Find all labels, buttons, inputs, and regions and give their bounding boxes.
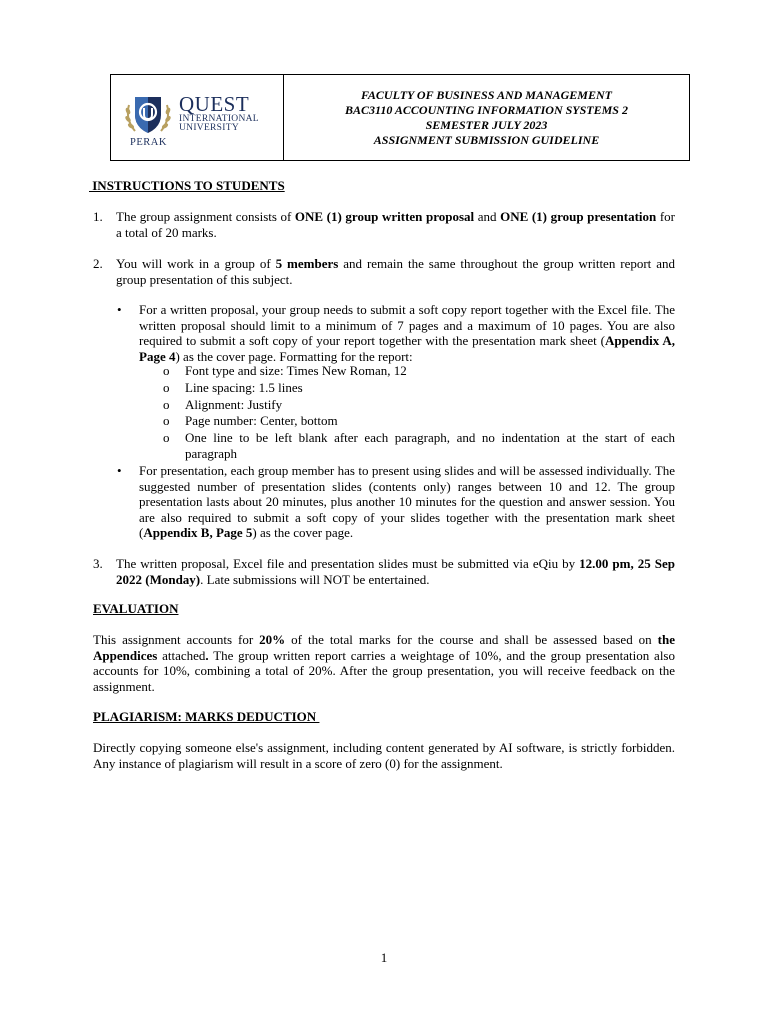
item-3-text-a: The written proposal, Excel file and presentation slides must be submitted via eQiu by <box>116 556 580 571</box>
guideline-title: ASSIGNMENT SUBMISSION GUIDELINE <box>373 132 600 147</box>
evaluation-heading: EVALUATION <box>93 601 179 616</box>
bullet-1-bold: Appendix A, Page 4 <box>139 333 675 364</box>
item-3-bold: 12.00 pm, 25 Sep 2022 (Monday) <box>116 556 675 587</box>
page-number: 1 <box>380 950 388 965</box>
bullet-2-text <box>139 463 675 541</box>
plagiarism-heading: PLAGIARISM: MARKS DEDUCTION <box>93 709 320 724</box>
item-1-text-b: and <box>474 209 501 224</box>
item-2-text-a: You will work in a group of <box>116 256 276 271</box>
semester-title: SEMESTER JULY 2023 <box>425 117 548 132</box>
logo-campus: PERAK <box>130 137 167 148</box>
logo-sub-line-2: UNIVERSITY <box>179 123 239 133</box>
evaluation-bold-b: the Appendices <box>93 632 676 663</box>
university-crest-icon <box>123 91 173 139</box>
course-title: BAC3110 ACCOUNTING INFORMATION SYSTEMS 2 <box>345 102 628 117</box>
sub-item-4: Page number: Center, bottom <box>185 413 338 428</box>
item-3-number: 3. <box>93 556 103 571</box>
item-2-bold-a: 5 members <box>275 256 339 271</box>
item-1-text-a: The group assignment consists of <box>116 209 295 224</box>
instructions-heading: INSTRUCTIONS TO STUDENTS <box>89 178 285 193</box>
sub-item-1-symbol: o <box>163 363 170 378</box>
item-3-text <box>116 556 675 587</box>
item-1-number: 1. <box>93 209 103 224</box>
sub-item-3: Alignment: Justify <box>185 397 283 412</box>
logo-subtitle <box>179 115 259 133</box>
evaluation-text-c: attached <box>157 647 206 663</box>
evaluation-text-a: This assignment accounts for <box>93 632 260 647</box>
evaluation-text-d: The group written report carries a weightage of 10%, and the group presentation also accounts for 10%, combining a total of 20%. After the group presentation, you will receive feedback on the assignment. <box>93 647 675 694</box>
item-2-text-b: and remain the same throughout the group written report and group presentation of this subject. <box>116 256 675 287</box>
bullet-1-symbol: • <box>117 302 122 317</box>
bullet-2-bold: Appendix B, Page 5 <box>143 525 253 540</box>
item-3-text-b: . Late submissions will NOT be entertained. <box>200 571 430 587</box>
logo-sub-line-1: INTERNATIONAL <box>179 114 259 124</box>
faculty-title: FACULTY OF BUSINESS AND MANAGEMENT <box>361 87 612 102</box>
bullet-2-text-b: ) as the cover page. <box>252 525 354 540</box>
item-1-text-c: for a total of 20 marks. <box>116 209 675 240</box>
bullet-2-text-a: For presentation, each group member has to present using slides and will be assessed individually. The suggested number of presentation slides (contents only) ranges between 10 and 12. The group presentation lasts about 20 minutes, plus another 10 minutes for the question and answer session. You are also required to submit a soft copy of your slides together with the presentation mark sheet ( <box>139 463 675 540</box>
sub-item-5-symbol: o <box>163 430 170 445</box>
item-1-text <box>116 209 675 240</box>
bullet-2-symbol: • <box>117 463 122 478</box>
sub-item-1: Font type and size: Times New Roman, 12 <box>185 363 407 378</box>
sub-item-3-symbol: o <box>163 397 170 412</box>
header-table <box>110 74 690 161</box>
bullet-1-text <box>139 302 675 364</box>
plagiarism-text: Directly copying someone else's assignment, including content generated by AI software, is strictly forbidden. Any instance of plagiarism will result in a score of zero (0) for the assignment. <box>93 740 675 771</box>
logo-cell <box>111 75 284 160</box>
item-2-text <box>116 256 675 287</box>
logo-wordmark: QUEST <box>179 92 250 116</box>
item-1-bold-b: ONE (1) group presentation <box>500 209 657 224</box>
evaluation-text-b: of the total marks for the course and shall be assessed based on <box>285 632 658 647</box>
evaluation-bold-a: 20% <box>259 632 286 647</box>
item-1-bold-a: ONE (1) group written proposal <box>294 209 475 224</box>
evaluation-text <box>93 632 675 694</box>
sub-item-4-symbol: o <box>163 413 170 428</box>
sub-item-5: One line to be left blank after each paragraph, and no indentation at the start of each paragraph <box>185 430 675 461</box>
bullet-1-text-a: For a written proposal, your group needs to submit a soft copy report together with the Excel file. The written proposal should limit to a minimum of 7 pages and a maximum of 10 pages. You are also required to submit a soft copy of your report together with the presentation mark sheet ( <box>139 302 675 348</box>
bullet-1-text-b: ) as the cover page. Formatting for the report: <box>175 348 413 364</box>
sub-item-2-symbol: o <box>163 380 170 395</box>
sub-item-2: Line spacing: 1.5 lines <box>185 380 303 395</box>
evaluation-bold-c: . <box>205 647 209 663</box>
header-title-block <box>284 75 689 160</box>
item-2-number: 2. <box>93 256 103 271</box>
